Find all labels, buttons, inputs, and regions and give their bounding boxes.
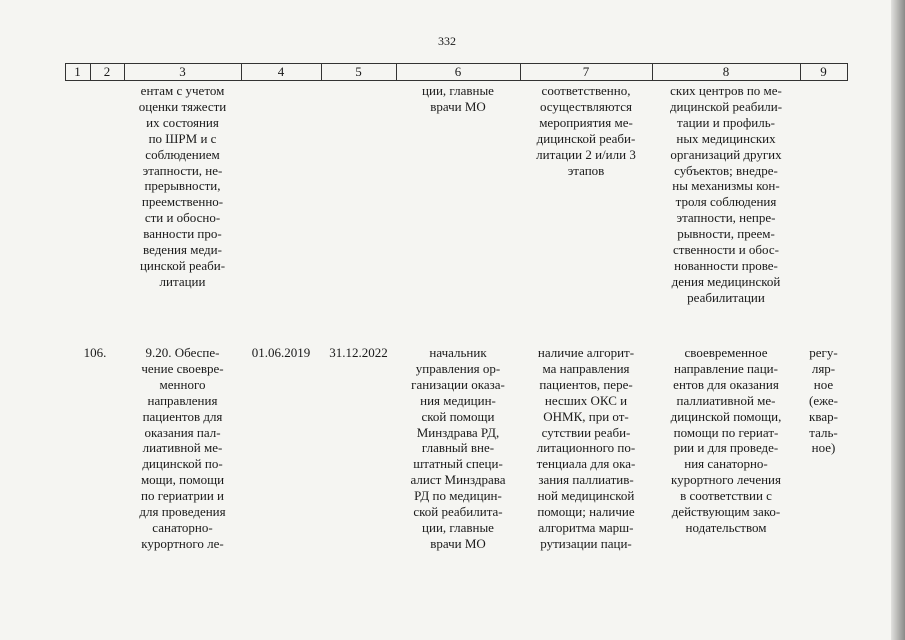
row-number: 106. bbox=[83, 345, 107, 360]
continuation-col7: соответственно, осуществляются мероприятия ме- дицинской реаби- литации 2 и/или 3 этапов bbox=[536, 83, 636, 178]
continuation-col3: ентам с учетом оценки тяжести их состояния по ШРМ и с соблюдением этапности, не- прерывности, преемственно- сти и обосно- ванности про- ведения меди- цинской реаби- литации bbox=[138, 83, 227, 289]
column-number: 9 bbox=[820, 64, 827, 79]
column-number: 5 bbox=[355, 64, 362, 79]
column-number: 7 bbox=[582, 64, 590, 79]
column-divider bbox=[847, 63, 848, 80]
column-number: 8 bbox=[722, 64, 730, 79]
row106-responsible: начальник управления ор- ганизации оказа- ния медицин- ской помощи Минздрава РД, главный вне- штатный специ- алист Минздрава РД по медицин- ской реабилита- ции, главные врачи МО bbox=[410, 345, 506, 551]
continuation-col8: ских центров по ме- дицинской реабили- тации и профиль- ных медицинских организаций других субъектов; внедре- ны механизмы кон- троля соблюдения этапности, непре- рывности, преем- ственности и обос- нованности прове- дения медицинской реабилитации bbox=[669, 83, 783, 305]
continuation-col6: ции, главные врачи МО bbox=[422, 83, 494, 114]
column-number: 2 bbox=[103, 64, 111, 79]
row106-frequency: регу- ляр- ное (еже- квар- таль- ное) bbox=[808, 345, 838, 456]
row106-result: своевременное направление паци- ентов для оказания паллиативной ме- дицинской помощи, помощи по гериат- рии и для проведе- ния санаторно- курортного лечения в соответствии с действующим зако- нодательством bbox=[670, 345, 782, 535]
column-number: 6 bbox=[454, 64, 462, 79]
row106-measure: 9.20. Обеспе- чение своевре- менного направления пациентов для оказания пал- лиативной ме- дицинской по- мощи, помощи по гериатрии и для проведения санаторно- курортного ле- bbox=[139, 345, 226, 551]
scan-shadow-edge bbox=[891, 0, 905, 640]
column-number: 3 bbox=[179, 64, 186, 79]
column-number: 4 bbox=[277, 64, 285, 79]
column-number: 1 bbox=[74, 64, 81, 79]
row106-start-date: 01.06.2019 bbox=[251, 345, 311, 360]
row106-indicator: наличие алгорит- ма направления пациентов, пере- несших ОКС и ОНМК, при от- сутствии реаби- литационного по- тенциала для ока- зания паллиатив- ной медицинской помощи; наличие алгоритма марш- рутизации паци- bbox=[536, 345, 636, 551]
header-bottom-rule bbox=[65, 80, 848, 81]
row106-end-date: 31.12.2022 bbox=[329, 345, 388, 360]
page-number: 332 bbox=[438, 34, 456, 48]
